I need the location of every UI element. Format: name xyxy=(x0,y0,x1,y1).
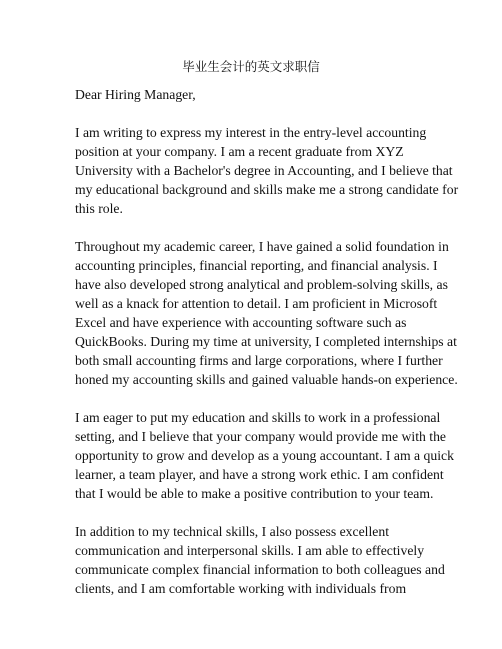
letter-greeting: Dear Hiring Manager, xyxy=(75,87,196,102)
letter-paragraph-1: I am writing to express my interest in the entry-level accounting position at your company. I am a recent graduate from XYZ University with a Bachelor's degree in Accounting, and I believe that my educational background and skills make me a strong candidate for this role. xyxy=(75,125,459,216)
letter-paragraph-2: Throughout my academic career, I have gained a solid foundation in accounting principles, financial reporting, and financial analysis. I have also developed strong analytical and problem-solving skills, as well as a knack for attention to detail. I am proficient in Microsoft Excel and have experience with accounting software such as QuickBooks. During my time at university, I completed internships at both small accounting firms and large corporations, where I further honed my accounting skills and gained valuable hands-on experience. xyxy=(75,239,458,387)
letter-paragraph-4: In addition to my technical skills, I also possess excellent communication and interpersonal skills. I am able to effectively communicate complex financial information to both colleagues and clients, and I am comfortable working with individuals from xyxy=(75,524,445,596)
letter-paragraph-3: I am eager to put my education and skills to work in a professional setting, and I believe that your company would provide me with the opportunity to grow and develop as a young accountant. I am a quick learner, a team player, and have a strong work ethic. I am confident that I would be able to make a positive contribution to your team. xyxy=(75,410,454,501)
document-title: 毕业生会计的英文求职信 xyxy=(182,59,320,74)
letter-body xyxy=(75,85,463,617)
